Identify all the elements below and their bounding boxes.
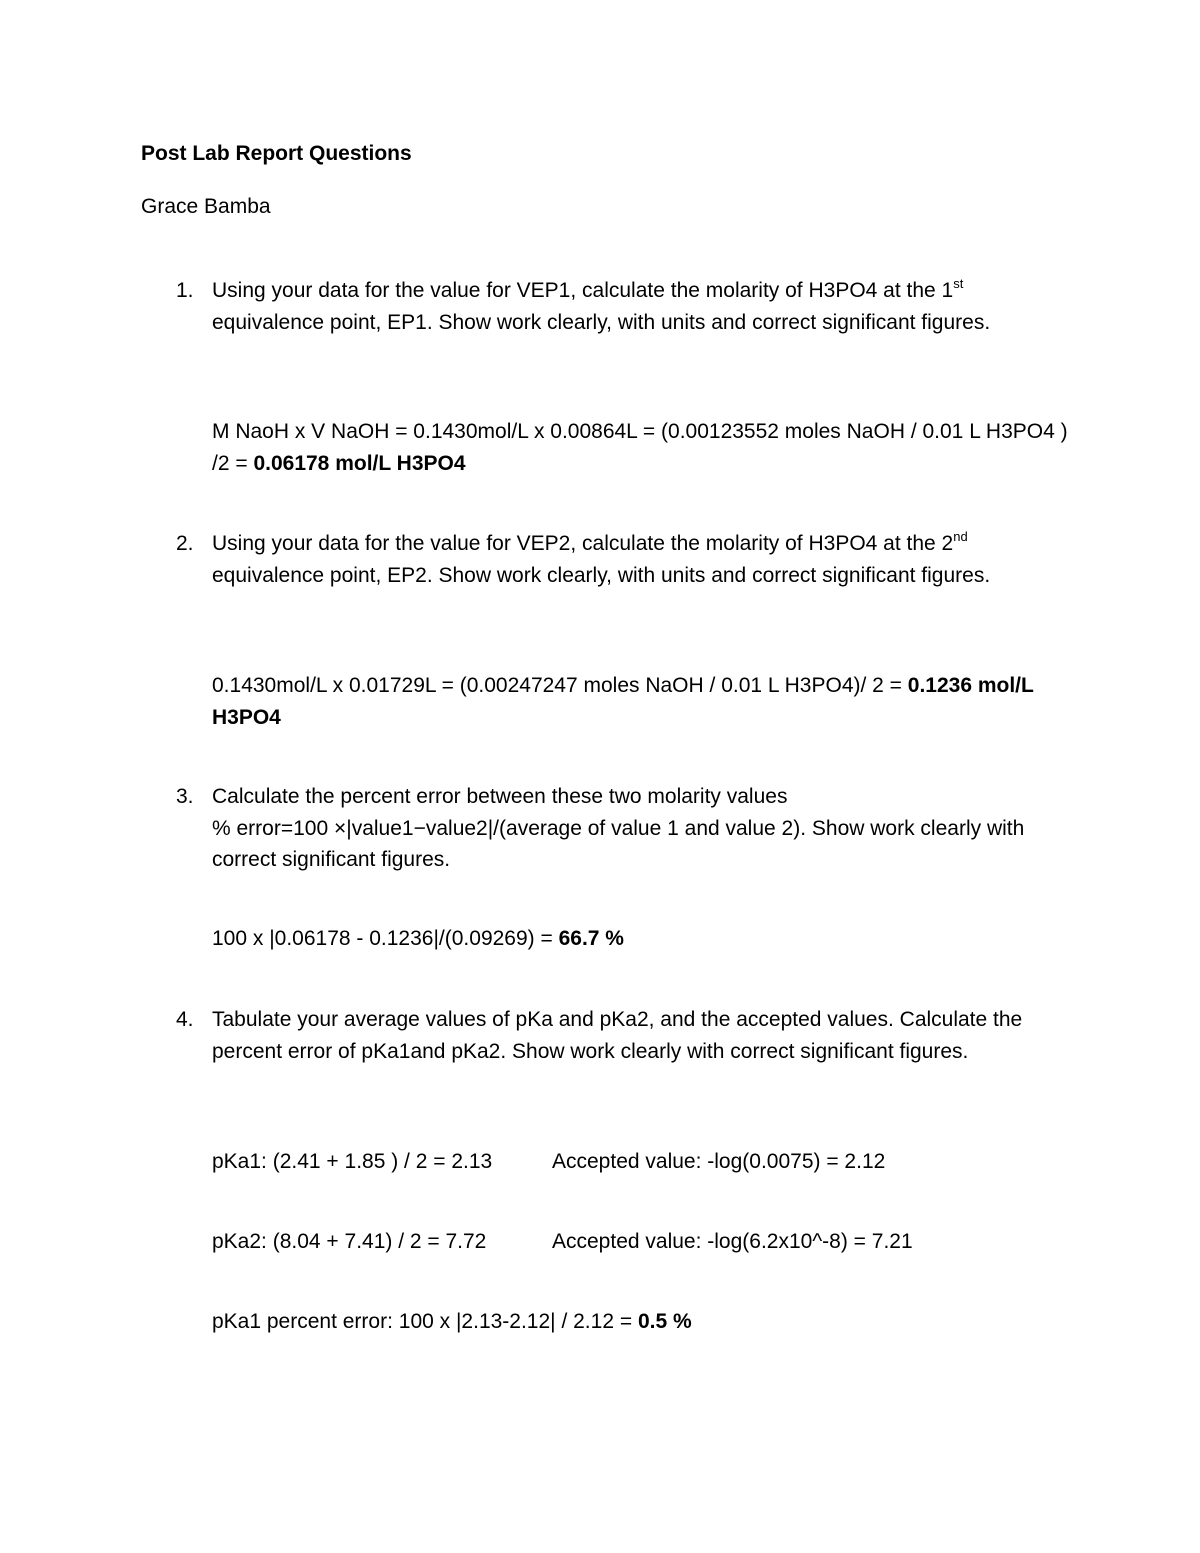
pka1-accepted-value: Accepted value: -log(0.0075) = 2.12 [552,1150,886,1173]
pka1-calculation: pKa1: (2.41 + 1.85 ) / 2 = 2.13 [212,1150,493,1173]
document-title: Post Lab Report Questions [141,142,412,165]
pka2-calculation: pKa2: (8.04 + 7.41) / 2 = 7.72 [212,1230,487,1253]
question-number: 3. [176,785,194,808]
pka1-percent-error: pKa1 percent error: 100 x |2.13-2.12| / 2.12 = 0.5 % [212,1310,692,1333]
answer-2: 0.1430mol/L x 0.01729L = (0.00247247 moles NaOH / 0.01 L H3PO4)/ 2 = 0.1236 mol/L H3PO4 [212,674,1034,729]
question-number: 2. [176,532,194,555]
question-number: 1. [176,279,194,302]
question-number: 4. [176,1008,194,1031]
answer-result: 0.06178 mol/L H3PO4 [253,451,466,475]
question-text: Using your data for the value for VEP1, calculate the molarity of H3PO4 at the 1st equivalence point, EP1. Show work clearly, with units and correct significant figures. [212,276,991,334]
pka1-row [212,1146,1072,1178]
answer-result: 0.5 % [637,1310,692,1333]
pka2-accepted-value: Accepted value: -log(6.2x10^-8) = 7.21 [552,1230,913,1253]
question-text: Calculate the percent error between these two molarity values % error=100 ×|value1−value2|/(average of value 1 and value 2). Show work clearly with correct significant figures. [212,785,1025,871]
answer-1: M NaoH x V NaOH = 0.1430mol/L x 0.00864L = (0.00123552 moles NaOH / 0.01 L H3PO4 ) /2 = 0.06178 mol/L H3PO4 [212,420,1068,475]
pka2-row [212,1226,1072,1258]
author-name: Grace Bamba [141,195,271,218]
question-text: Tabulate your average values of pKa and pKa2, and the accepted values. Calculate the percent error of pKa1and pKa2. Show work clearly with correct significant figures. [212,1008,1023,1063]
answer-result: 66.7 % [558,927,624,950]
question-text: Using your data for the value for VEP2, calculate the molarity of H3PO4 at the 2nd equivalence point, EP2. Show work clearly, with units and correct significant figures. [212,529,991,587]
answer-3: 100 x |0.06178 - 0.1236|/(0.09269) = 66.7 % [212,927,624,950]
answer-result: 0.1236 mol/L H3PO4 [212,674,1034,729]
